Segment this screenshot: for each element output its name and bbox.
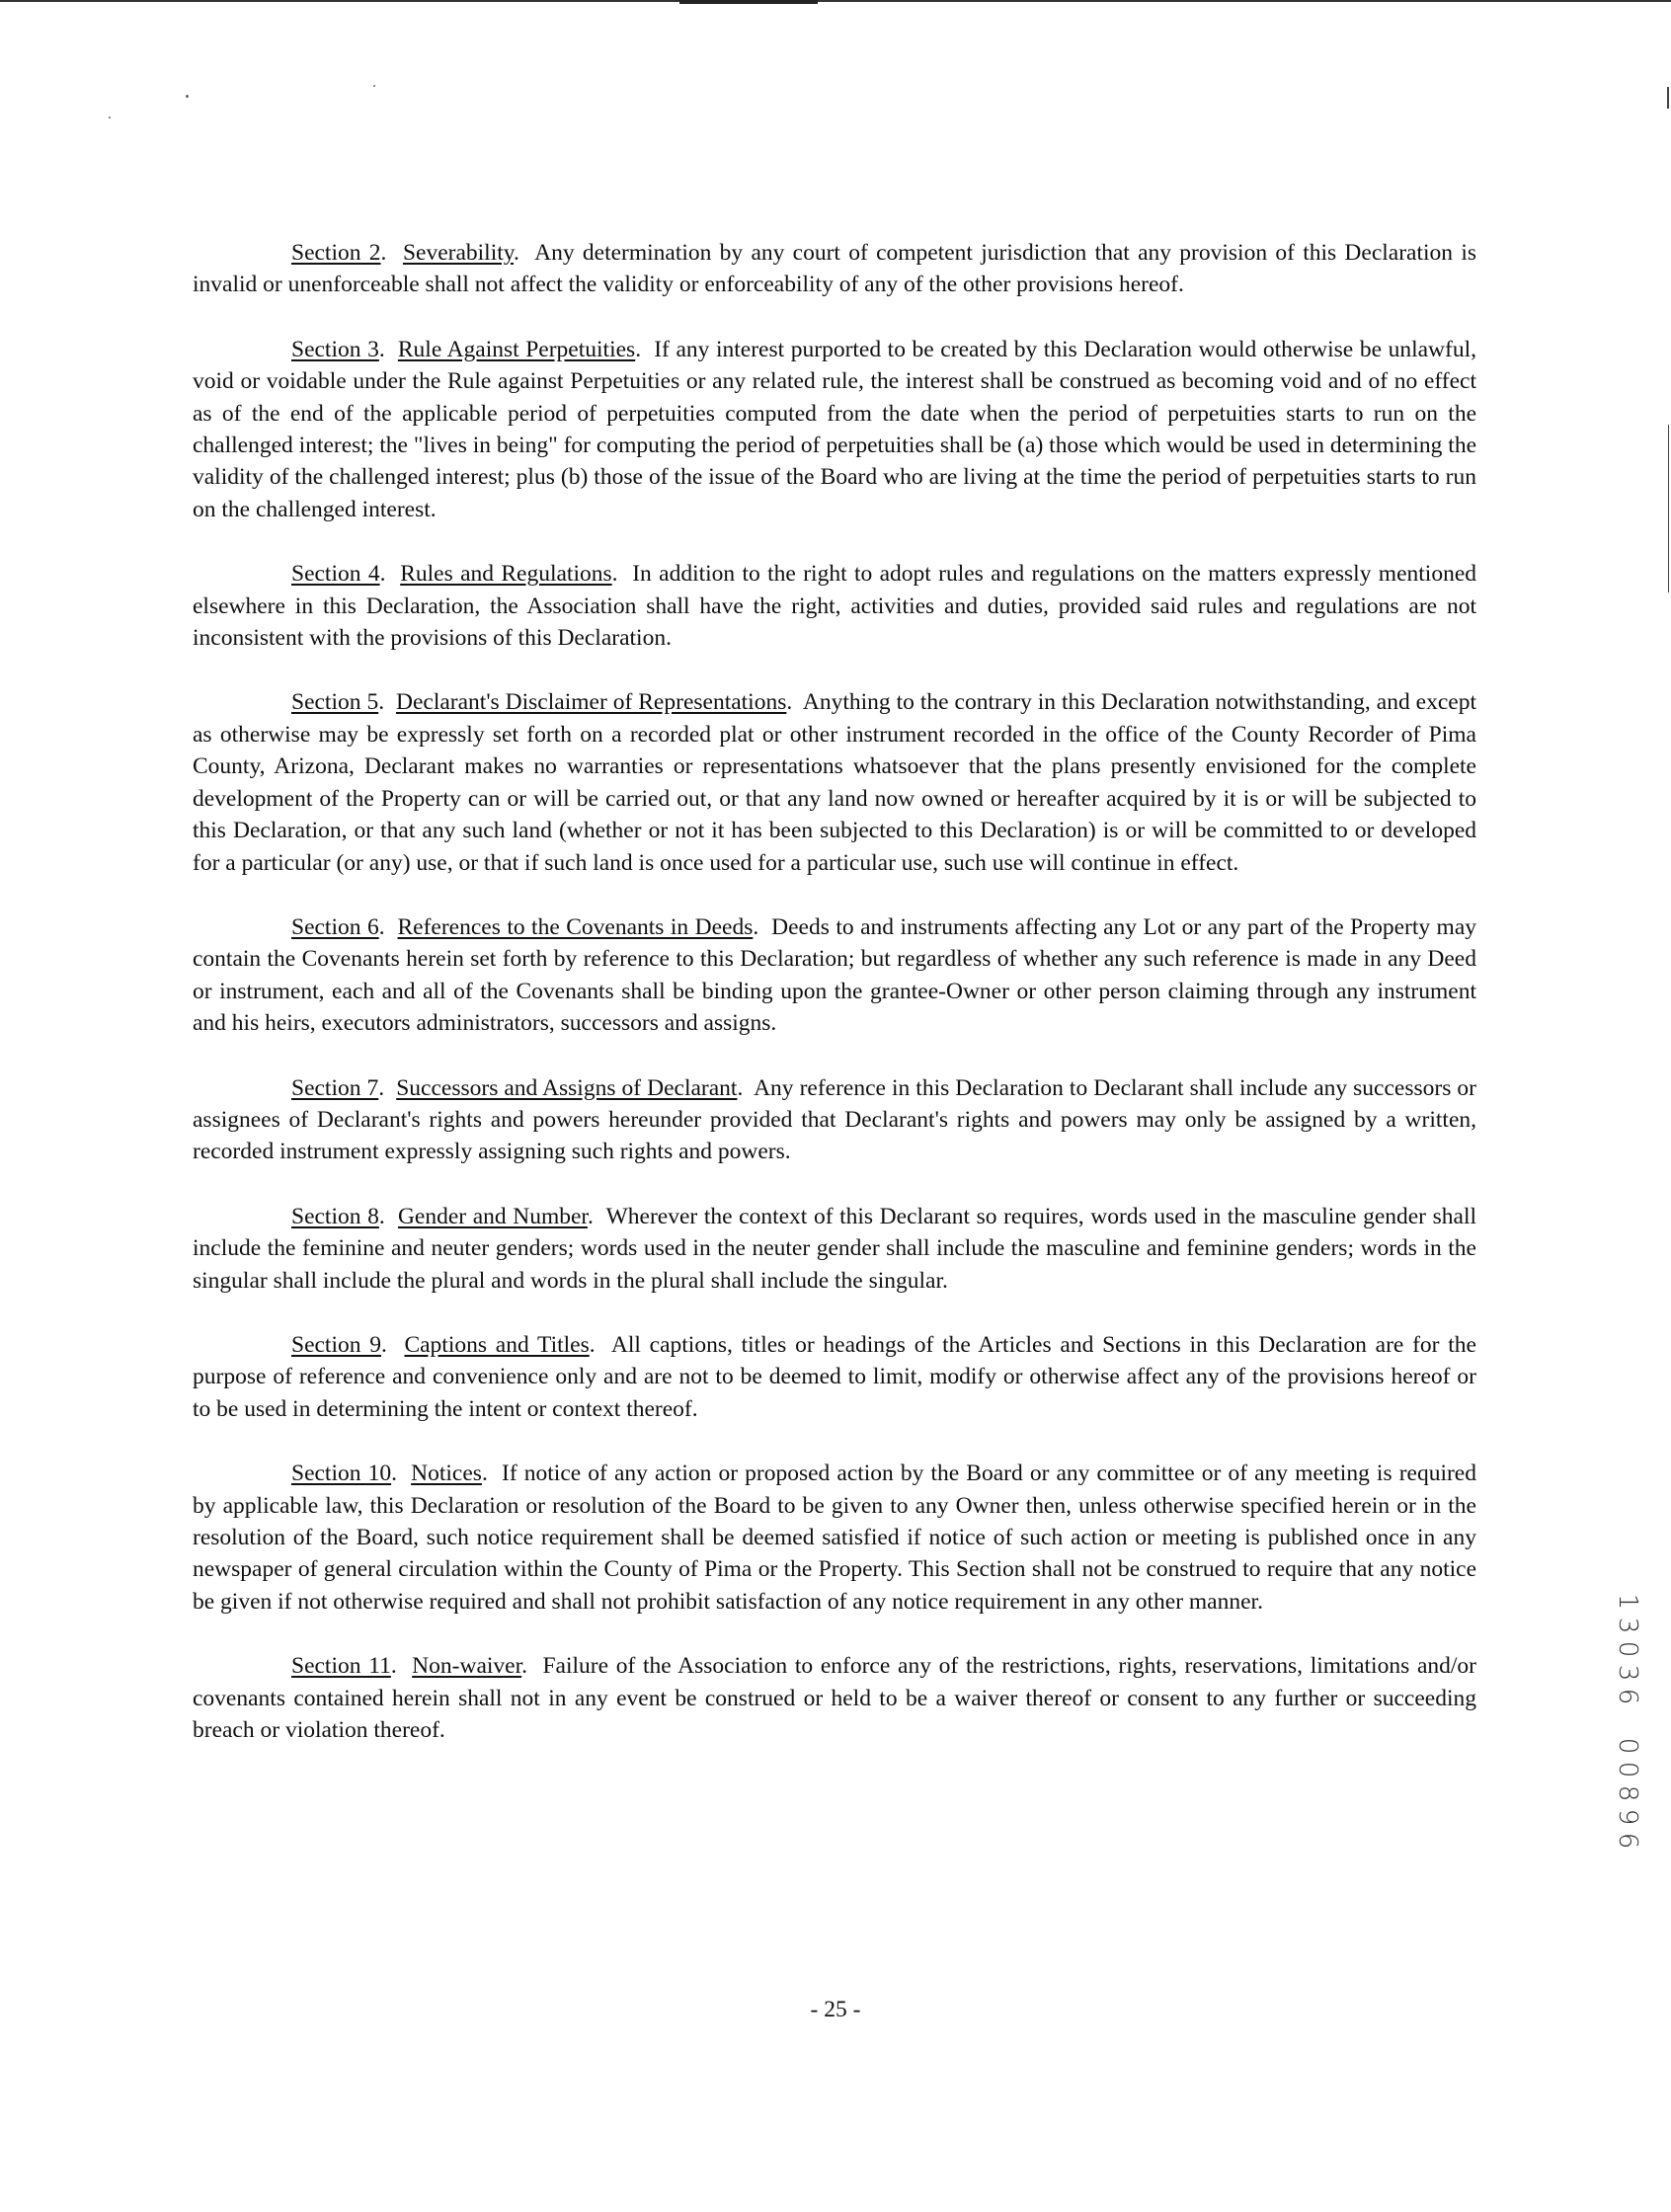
scan-speck <box>109 117 111 118</box>
section-text: In addition to the right to adopt rules and regulations on the matters expressly mentioned elsewhere in this Declaration, the Association shall have the right, activities and duties, provided said rules and regulations are not inconsistent with the provisions of this Declaration. <box>193 561 1476 652</box>
section-number: Section 8 <box>291 1203 379 1229</box>
section-number: Section 4 <box>291 561 380 588</box>
section-title: Severability <box>402 240 514 266</box>
section-4: Section 4. Rules and Regulations. In addition to the right to adopt rules and regulations on the matters expressly mentioned elsewhere in this Declaration, the Association shall have the right, activities and duties, provided said rules and regulations are not inconsistent with the provisions of this Declaration. <box>193 561 1476 652</box>
document-body <box>193 237 1476 1778</box>
section-9: Section 9. Captions and Titles. All captions, titles or headings of the Articles and Sections in this Declaration are for the purpose of reference and convenience only and are not to be deemed to limit, modify or otherwise affect any of the provisions hereof or to be used in determining the intent or context thereof. <box>193 1331 1476 1422</box>
scan-top-border <box>0 0 1671 2</box>
section-title: Rules and Regulations <box>400 561 612 588</box>
section-text: Any determination by any court of competent jurisdiction that any provision of this Declaration is invalid or unenforceable shall not affect the validity or enforceability of any of the other provisions hereof. <box>193 240 1476 298</box>
recording-stamp-docket <box>1606 1590 1649 1708</box>
stamp-digit: 6 <box>1613 1688 1642 1705</box>
section-number: Section 7 <box>291 1074 379 1101</box>
section-title: Notices <box>411 1461 482 1487</box>
section-text: If any interest purported to be created by this Declaration would otherwise be unlawful, void or voidable under the Rule against Perpetuities or any related rule, the interest shall be construed as becoming void and of no effect as of the end of the applicable period of perpetuities computed from the date when the period of perpetuities starts to run on the challenged interest; the "lives in being" for computing the period of perpetuities shall be (a) those which would be used in determining the validity of the challenged interest; plus (b) those of the issue of the Board who are living at the time the period of perpetuities starts to run on the challenged interest. <box>193 336 1476 522</box>
section-number: Section 11 <box>291 1653 391 1680</box>
section-10: Section 10. Notices. If notice of any action or proposed action by the Board or any committee or of any meeting is required by applicable law, this Declaration or resolution of the Board to be given to any Owner then, unless otherwise specified herein or in the resolution of the Board, such notice requirement shall be deemed satisfied if notice of such action or meeting is published once in any newspaper of general circulation within the County of Pima or the Property. This Section shall not be construed to require that any notice be given if not otherwise required and shall not prohibit satisfaction of any notice requirement in any other manner. <box>193 1461 1476 1615</box>
section-text: Anything to the contrary in this Declaration notwithstanding, and except as otherwise may be expressly set forth on a recorded plat or other instrument recorded in the office of the County Recorder of Pima County, Arizona, Declarant makes no warranties or representations whatsoever that the plans presently envisioned for the complete development of the Property can or will be carried out, or that any land now owned or hereafter acquired by it is or will be subjected to this Declaration, or that any such land (whether or not it has been subjected to this Declaration) is or will be committed to or developed for a particular (or any) use, or that if such land is once used for a particular use, such use will continue in effect. <box>193 689 1476 876</box>
section-title: Captions and Titles <box>404 1331 590 1358</box>
stamp-digit: 0 <box>1613 1761 1642 1778</box>
page-number: - 25 - <box>810 1997 861 2022</box>
scan-edge-mark <box>1667 87 1669 109</box>
section-number: Section 9 <box>291 1331 382 1358</box>
stamp-digit: 3 <box>1613 1664 1642 1682</box>
section-3: Section 3. Rule Against Perpetuities. If any interest purported to be created by this Declaration would otherwise be unlawful, void or voidable under the Rule against Perpetuities or any related rule, the interest shall be construed as becoming void and of no effect as of the end of the applicable period of perpetuities computed from the date when the period of perpetuities starts to run on the challenged interest; the "lives in being" for computing the period of perpetuities shall be (a) those which would be used in determining the validity of the challenged interest; plus (b) those of the issue of the Board who are living at the time the period of perpetuities starts to run on the challenged interest. <box>193 336 1476 522</box>
section-8: Section 8. Gender and Number. Wherever the context of this Declarant so requires, words used in the masculine gender shall include the feminine and neuter genders; words used in the neuter gender shall include the masculine and feminine genders; words in the singular shall include the plural and words in the plural shall include the singular. <box>193 1203 1476 1294</box>
section-number: Section 5 <box>291 689 379 716</box>
stamp-digit: 6 <box>1613 1832 1642 1850</box>
scan-edge-mark <box>1668 528 1669 592</box>
stamp-digit: 0 <box>1613 1737 1642 1755</box>
section-title: Non-waiver <box>412 1653 522 1680</box>
section-text: Wherever the context of this Declarant so requires, words used in the masculine gender shall include the feminine and neuter genders; words used in the neuter gender shall include the masculine and feminine genders; words in the singular shall include the plural and words in the plural shall include the singular. <box>193 1203 1476 1294</box>
scan-speck <box>186 95 189 98</box>
scan-top-mark <box>679 0 818 4</box>
stamp-digit: 9 <box>1613 1808 1642 1826</box>
section-title: References to the Covenants in Deeds <box>397 913 754 940</box>
section-text: If notice of any action or proposed action by the Board or any committee or of any meeting is required by applicable law, this Declaration or resolution of the Board to be given to any Owner then, unless otherwise specified herein or in the resolution of the Board, such notice requirement shall be deemed satisfied if notice of such action or meeting is published once in any newspaper of general circulation within the County of Pima or the Property. This Section shall not be construed to require that any notice be given if not otherwise required and shall not prohibit satisfaction of any notice requirement in any other manner. <box>193 1461 1476 1615</box>
section-number: Section 2 <box>291 240 381 266</box>
stamp-digit: 0 <box>1613 1640 1642 1658</box>
section-11: Section 11. Non-waiver. Failure of the Association to enforce any of the restrictions, rights, reservations, limitations and/or covenants contained herein shall not in any event be construed or held to be a waiver thereof or consent to any further or succeeding breach or violation thereof. <box>193 1653 1476 1744</box>
section-number: Section 3 <box>291 336 379 362</box>
section-title: Gender and Number <box>397 1203 588 1229</box>
stamp-digit: 8 <box>1613 1784 1642 1802</box>
section-text: Any reference in this Declaration to Declarant shall include any successors or assignees of Declarant's rights and powers hereunder provided that Declarant's rights and powers may only be assigned by a written, recorded instrument expressly assigning such rights and powers. <box>193 1074 1476 1165</box>
section-number: Section 6 <box>291 913 379 940</box>
section-2: Section 2. Severability. Any determination by any court of competent jurisdiction that any provision of this Declaration is invalid or unenforceable shall not affect the validity or enforceability of any of the other provisions hereof. <box>193 240 1476 298</box>
section-text: Failure of the Association to enforce any of the restrictions, rights, reservations, limitations and/or covenants contained herein shall not in any event be construed or held to be a waiver thereof or consent to any further or succeeding breach or violation thereof. <box>193 1653 1476 1744</box>
section-text: All captions, titles or headings of the Articles and Sections in this Declaration are for the purpose of reference and convenience only and are not to be deemed to limit, modify or otherwise affect any of the provisions hereof or to be used in determining the intent or context thereof. <box>193 1331 1476 1422</box>
recording-stamp-page <box>1606 1734 1649 1853</box>
section-title: Declarant's Disclaimer of Representations <box>396 689 787 716</box>
section-6: Section 6. References to the Covenants in Deeds. Deeds to and instruments affecting any Lot or any part of the Property may contain the Covenants herein set forth by reference to this Declaration; but regardless of whether any such reference is made in any Deed or instrument, each and all of the Covenants shall be binding upon the grantee-Owner or other person claiming through any instrument and his heirs, executors administrators, successors and assigns. <box>193 913 1477 1037</box>
scan-edge-mark <box>1668 425 1669 533</box>
section-text: Deeds to and instruments affecting any Lot or any part of the Property may contain the Covenants herein set forth by reference to this Declaration; but regardless of whether any such reference is made in any Deed or instrument, each and all of the Covenants shall be binding upon the grantee-Owner or other person claiming through any instrument and his heirs, executors administrators, successors and assigns. <box>193 913 1477 1037</box>
section-number: Section 10 <box>291 1461 392 1487</box>
section-title: Successors and Assigns of Declarant <box>396 1074 738 1101</box>
scan-speck <box>373 85 375 87</box>
stamp-digit: 1 <box>1613 1593 1642 1611</box>
recording-stamp <box>1606 1590 1649 1853</box>
section-7: Section 7. Successors and Assigns of Declarant. Any reference in this Declaration to Declarant shall include any successors or assignees of Declarant's rights and powers hereunder provided that Declarant's rights and powers may only be assigned by a written, recorded instrument expressly assigning such rights and powers. <box>193 1074 1476 1165</box>
stamp-digit: 3 <box>1613 1617 1642 1634</box>
section-title: Rule Against Perpetuities <box>397 336 636 362</box>
section-5: Section 5. Declarant's Disclaimer of Representations. Anything to the contrary in this Declaration notwithstanding, and except as otherwise may be expressly set forth on a recorded plat or other instrument recorded in the office of the County Recorder of Pima County, Arizona, Declarant makes no warranties or representations whatsoever that the plans presently envisioned for the complete development of the Property can or will be carried out, or that any land now owned or hereafter acquired by it is or will be subjected to this Declaration, or that any such land (whether or not it has been subjected to this Declaration) is or will be committed to or developed for a particular (or any) use, or that if such land is once used for a particular use, such use will continue in effect. <box>193 689 1476 876</box>
